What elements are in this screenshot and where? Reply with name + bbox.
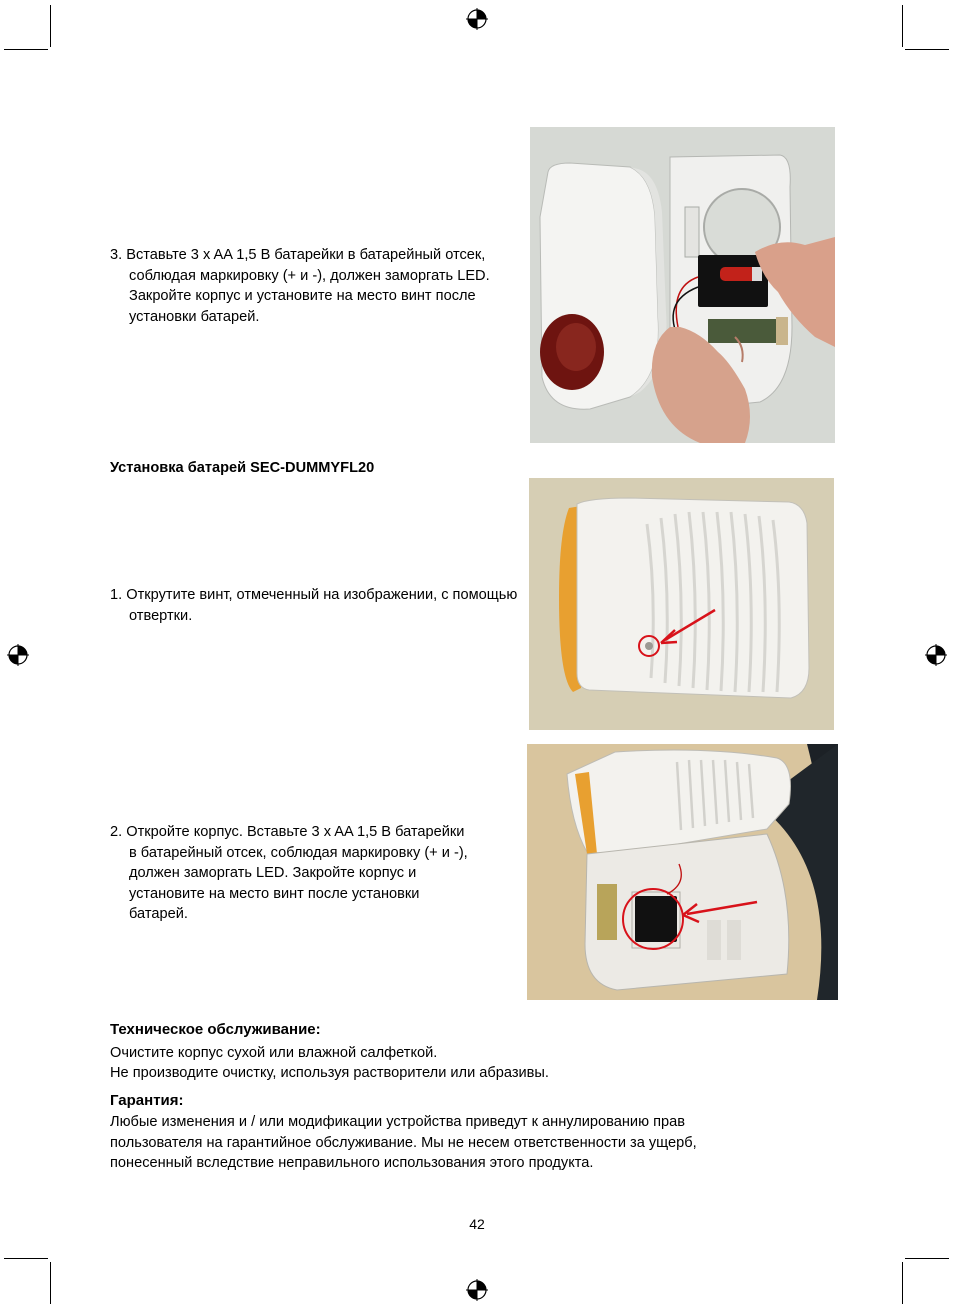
registration-mark-icon (925, 644, 947, 666)
crop-mark (902, 5, 903, 47)
registration-mark-icon (7, 644, 29, 666)
maintenance-line-2: Не производите очистку, используя растворители или абразивы. (110, 1065, 549, 1081)
crop-mark (4, 1258, 48, 1259)
crop-mark (902, 1262, 903, 1304)
registration-mark-icon (466, 8, 488, 30)
maintenance-title: Техническое обслуживание: (110, 1021, 321, 1038)
photo-battery-insertion-siren (530, 127, 835, 443)
registration-mark-icon (466, 1279, 488, 1301)
maintenance-line-1: Очистите корпус сухой или влажной салфеткой. (110, 1045, 438, 1061)
crop-mark (4, 49, 48, 50)
step-1-text: 1. Открутите винт, отмеченный на изображении, с помощью отвертки. (110, 587, 518, 624)
step-3-text: 3. Вставьте 3 x AA 1,5 В батарейки в батарейный отсек, соблюдая маркировку (+ и -), должен заморгать LED. Закройте корпус и установите на место винт после установки батарей. (110, 247, 490, 325)
crop-mark (50, 1262, 51, 1304)
photo-closed-siren-screw (529, 478, 834, 730)
warranty-text: Любые изменения и / или модификации устройства приведут к аннулированию прав пользователя на гарантийное обслуживание. Мы не несем ответственности за ущерб, понесенный вследствие неправильного использования этого продукта. (110, 1114, 697, 1171)
crop-mark (905, 49, 949, 50)
section-title: Установка батарей SEC-DUMMYFL20 (110, 460, 375, 476)
crop-mark (905, 1258, 949, 1259)
photo-opened-siren-battery (527, 744, 838, 1000)
page-number: 42 (469, 1216, 485, 1232)
step-2-text: 2. Откройте корпус. Вставьте 3 x AA 1,5 В батарейки в батарейный отсек, соблюдая маркировку (+ и -), должен заморгать LED. Закройте корпус и установите на место винт после установки батарей. (110, 824, 468, 922)
crop-mark (50, 5, 51, 47)
warranty-title: Гарантия: (110, 1092, 184, 1109)
